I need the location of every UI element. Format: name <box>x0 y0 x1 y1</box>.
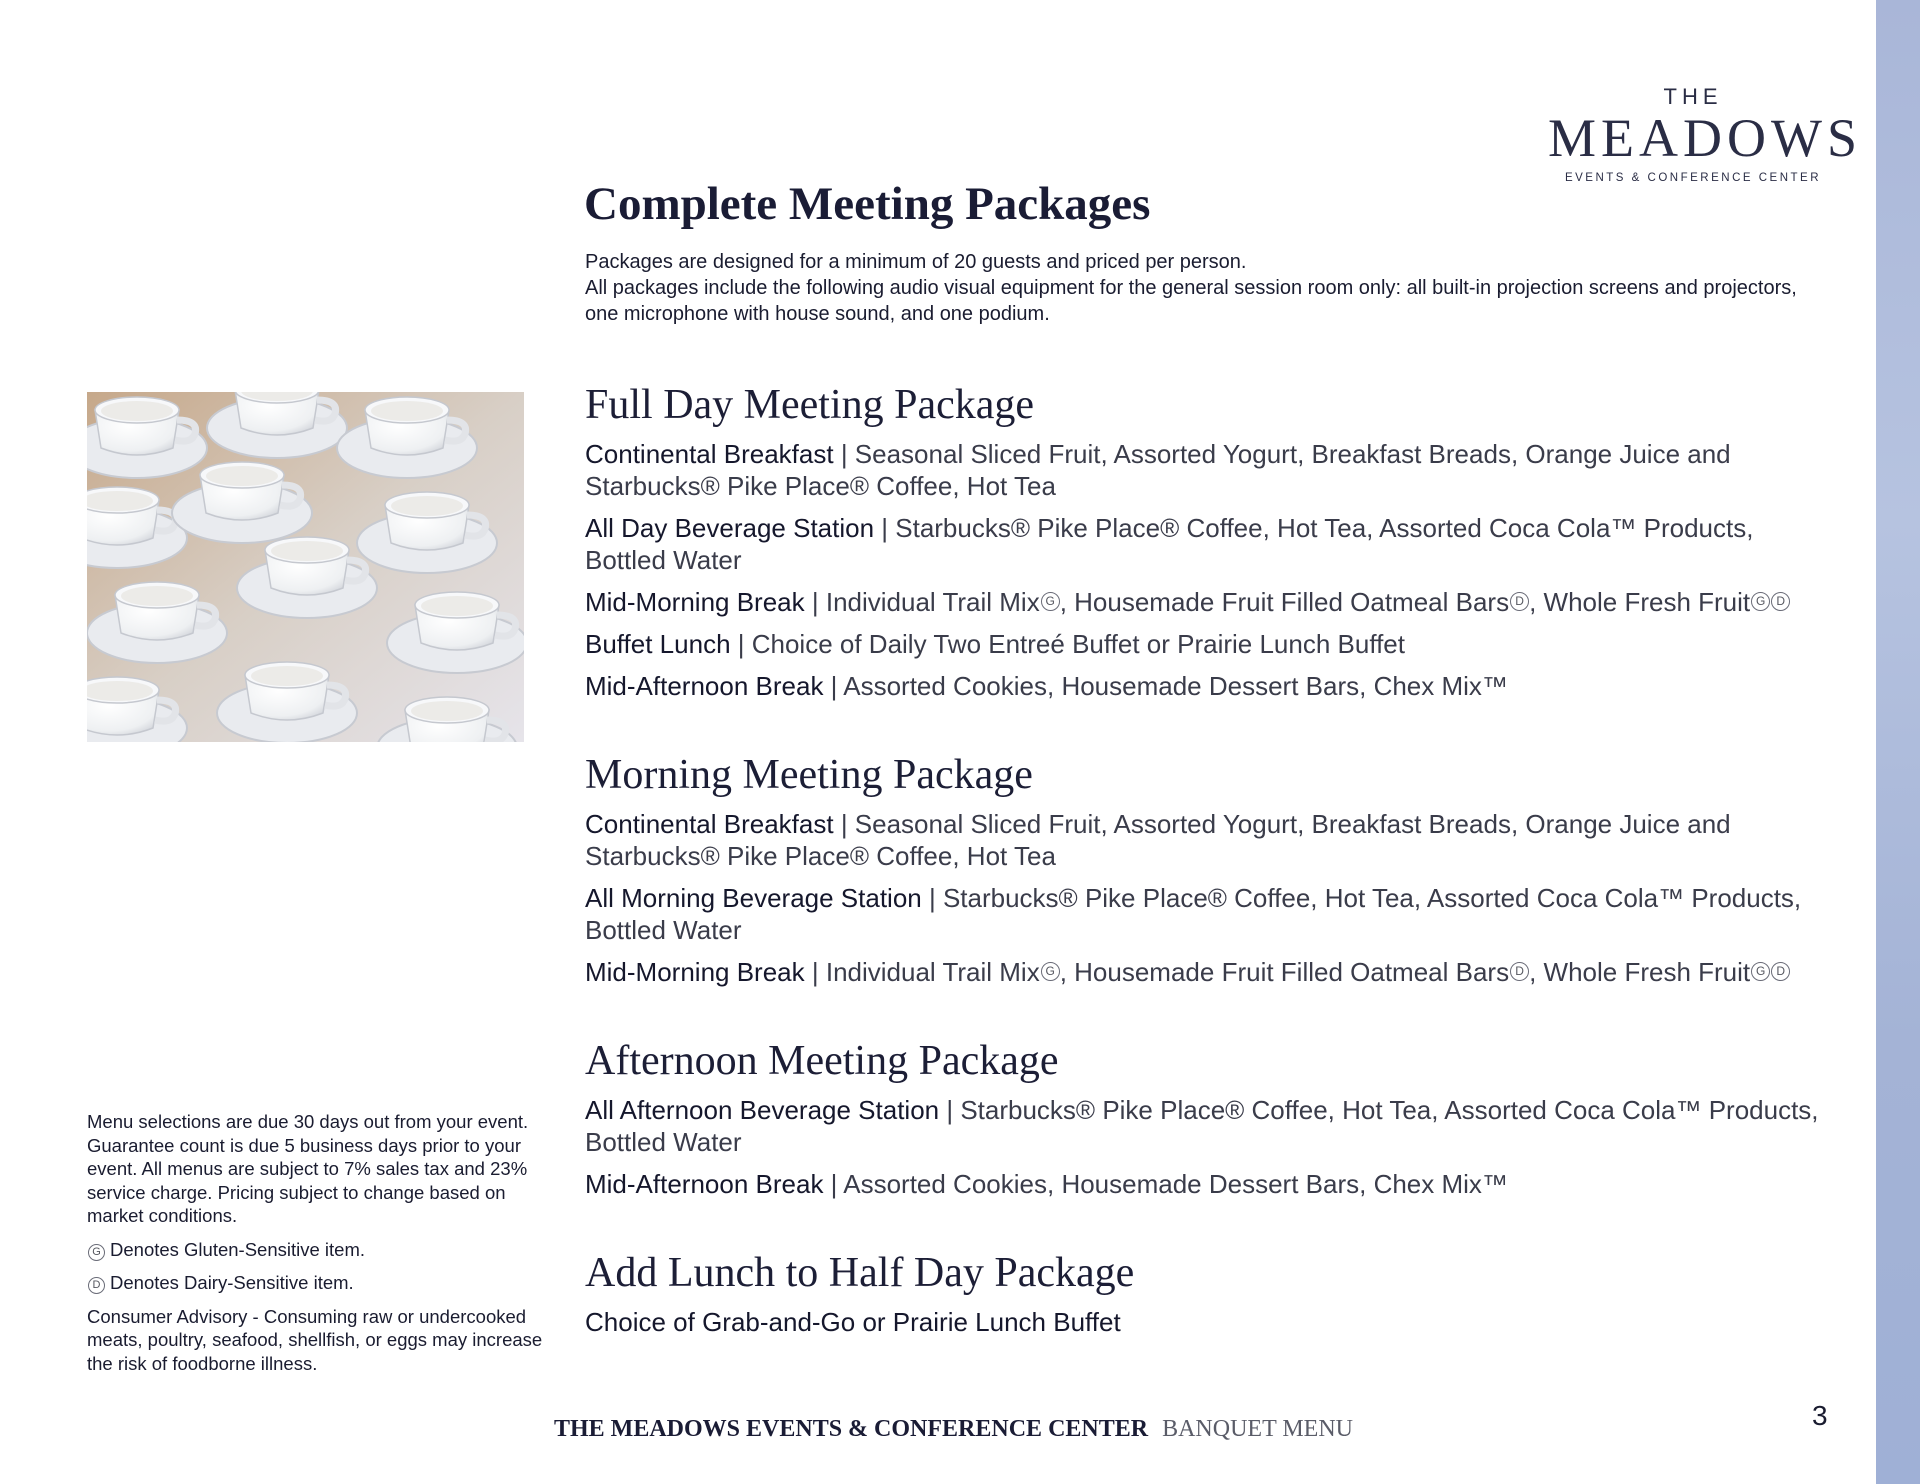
dairy-sensitive-icon: D <box>1510 592 1529 611</box>
full-day-package-title: Full Day Meeting Package <box>585 382 1035 428</box>
menu-item-text: Individual Trail Mix <box>825 587 1040 617</box>
menu-item-label: Continental Breakfast <box>585 809 834 839</box>
coffee-cups-illustration <box>87 392 524 742</box>
footer-section: BANQUET MENU <box>1162 1416 1353 1442</box>
full-day-package <box>585 378 1840 702</box>
menu-item-separator: | <box>804 957 826 987</box>
menu-item-text: , Whole Fresh Fruit <box>1529 587 1751 617</box>
logo-name: MEADOWS <box>1548 108 1862 168</box>
consumer-advisory: Consumer Advisory - Consuming raw or undercooked meats, poultry, seafood, shellfish, or eggs may increase the risk of foodborne illness. <box>87 1305 543 1374</box>
menu-item-text: , Housemade Fruit Filled Oatmeal Bars <box>1059 957 1510 987</box>
morning-package-title: Morning Meeting Package <box>585 752 1033 798</box>
menu-item-label: Continental Breakfast <box>585 439 834 469</box>
intro-text <box>585 249 1835 327</box>
decorative-side-band <box>1876 0 1920 1484</box>
menu-item-text: Choice of Daily Two Entreé Buffet or Prairie Lunch Buffet <box>751 629 1405 659</box>
gluten-legend-text: Denotes Gluten-Sensitive item. <box>110 1238 366 1260</box>
menu-item-text: Starbucks® Pike Place® Coffee, Hot Tea, Assorted Coca Cola™ Products, Bottled Water <box>585 513 1754 575</box>
page-title: Complete Meeting Packages <box>584 178 1151 230</box>
page-footer <box>554 1414 1353 1444</box>
menu-item-text: Assorted Cookies, Housemade Dessert Bars, Chex Mix™ <box>843 671 1508 701</box>
menu-item <box>585 1168 1840 1200</box>
menu-item <box>585 586 1840 618</box>
dairy-sensitive-icon: D <box>1510 962 1529 981</box>
logo-subtitle: EVENTS & CONFERENCE CENTER <box>1564 172 1822 184</box>
add-lunch-package-title: Add Lunch to Half Day Package <box>585 1250 1135 1296</box>
dairy-sensitive-icon: D <box>1771 592 1790 611</box>
intro-line-1: Packages are designed for a minimum of 20 guests and priced per person. <box>585 251 1247 273</box>
menu-item-text: Starbucks® Pike Place® Coffee, Hot Tea, Assorted Coca Cola™ Products, Bottled Water <box>585 1095 1819 1157</box>
intro-line-2: All packages include the following audio visual equipment for the general session room only: all built-in projection screens and projectors, one microphone with house sound, and one podium. <box>585 277 1797 325</box>
menu-item-separator: | <box>833 809 855 839</box>
menu-item-separator: | <box>921 883 943 913</box>
gluten-sensitive-icon: G <box>1751 962 1770 981</box>
gluten-legend <box>87 1238 547 1262</box>
gluten-sensitive-icon: G <box>1041 962 1060 981</box>
menu-item-label: All Morning Beverage Station <box>585 883 922 913</box>
menu-item-label: Mid-Morning Break <box>585 957 805 987</box>
gluten-sensitive-icon: G <box>1751 592 1770 611</box>
menu-item <box>585 882 1840 946</box>
menu-item-separator: | <box>804 587 826 617</box>
menu-item <box>585 670 1840 702</box>
gluten-sensitive-icon: G <box>88 1244 105 1261</box>
menu-item-text: Individual Trail Mix <box>825 957 1040 987</box>
menu-notes <box>87 1110 547 1385</box>
menu-item-text: Seasonal Sliced Fruit, Assorted Yogurt, Breakfast Breads, Orange Juice and Starbucks® Pike Place® Coffee, Hot Tea <box>585 809 1731 871</box>
menu-item-separator: | <box>730 629 752 659</box>
menu-item <box>585 438 1840 502</box>
menu-item <box>585 956 1840 988</box>
dairy-sensitive-icon: D <box>88 1277 105 1294</box>
afternoon-package-title: Afternoon Meeting Package <box>585 1038 1059 1084</box>
menu-item-label: Mid-Afternoon Break <box>585 1169 824 1199</box>
afternoon-package <box>585 1034 1840 1200</box>
coffee-cups-photo <box>87 392 524 742</box>
dairy-legend <box>87 1271 547 1295</box>
menu-item-text: Assorted Cookies, Housemade Dessert Bars, Chex Mix™ <box>843 1169 1508 1199</box>
menu-item-text: Starbucks® Pike Place® Coffee, Hot Tea, Assorted Coca Cola™ Products, Bottled Water <box>585 883 1802 945</box>
menu-item <box>585 1094 1840 1158</box>
morning-package <box>585 748 1840 988</box>
menu-item-label: All Day Beverage Station <box>585 513 875 543</box>
add-lunch-package <box>585 1246 1840 1338</box>
menu-item <box>585 512 1840 576</box>
page-number: 3 <box>1812 1400 1828 1431</box>
add-lunch-text: Choice of Grab-and-Go or Prairie Lunch Buffet <box>585 1307 1121 1337</box>
menu-item-label: Mid-Morning Break <box>585 587 805 617</box>
policy-note: Menu selections are due 30 days out from your event. Guarantee count is due 5 business days prior to your event. All menus are subject to 7% sales tax and 23% service charge. Pricing subject to change based on market conditions. <box>87 1111 529 1226</box>
gluten-sensitive-icon: G <box>1041 592 1060 611</box>
menu-item-label: All Afternoon Beverage Station <box>585 1095 940 1125</box>
footer-venue: THE MEADOWS EVENTS & CONFERENCE CENTER <box>554 1416 1149 1442</box>
menu-item-text: , Housemade Fruit Filled Oatmeal Bars <box>1059 587 1510 617</box>
menu-item-separator: | <box>823 671 844 701</box>
logo-the: THE <box>1663 84 1723 109</box>
menu-item-label: Mid-Afternoon Break <box>585 671 824 701</box>
menu-item <box>585 808 1840 872</box>
menu-item-text: Seasonal Sliced Fruit, Assorted Yogurt, Breakfast Breads, Orange Juice and Starbucks® Pike Place® Coffee, Hot Tea <box>585 439 1731 501</box>
menu-item-separator: | <box>833 439 855 469</box>
menu-item-text: , Whole Fresh Fruit <box>1529 957 1751 987</box>
packages-content <box>585 378 1840 1384</box>
menu-item-separator: | <box>823 1169 844 1199</box>
menu-item-separator: | <box>874 513 896 543</box>
dairy-legend-text: Denotes Dairy-Sensitive item. <box>110 1272 354 1293</box>
menu-item-label: Buffet Lunch <box>585 629 731 659</box>
dairy-sensitive-icon: D <box>1771 962 1790 981</box>
menu-item-separator: | <box>939 1095 961 1125</box>
meadows-logo <box>1548 84 1862 188</box>
menu-item <box>585 628 1840 660</box>
